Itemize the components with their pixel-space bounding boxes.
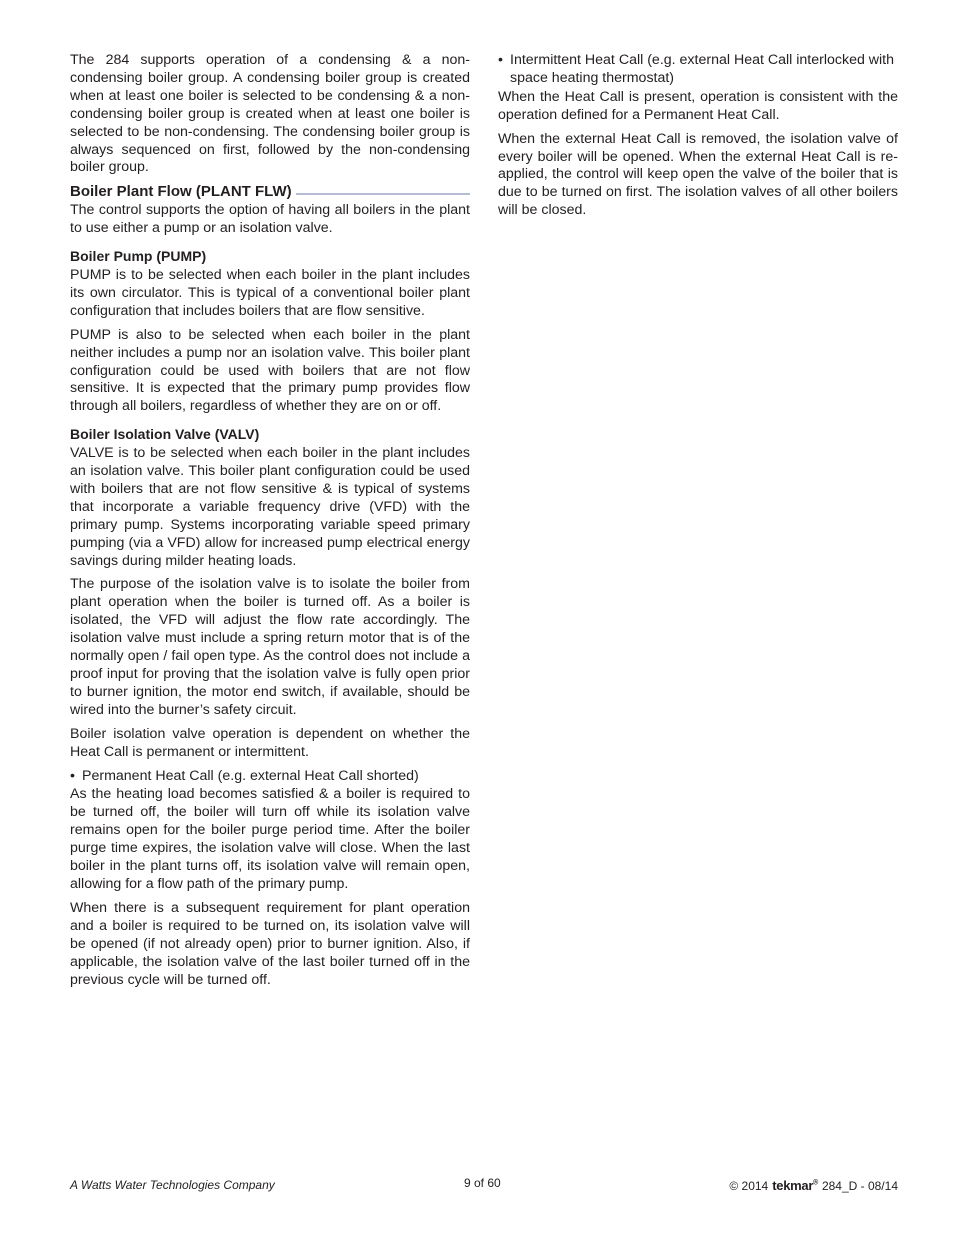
left-column [70, 52, 470, 995]
brand-name: tekmar [772, 1178, 814, 1193]
section-intro-paragraph: The control supports the option of having all boilers in the plant to use either a pump or an isolation valve. [70, 202, 470, 237]
bullet-intermittent-heat-call [498, 52, 898, 88]
subheading-isolation-valve: Boiler Isolation Valve (VALV) [70, 426, 260, 443]
tekmar-logo [772, 1178, 818, 1193]
permanent-paragraph-2: When there is a subsequent requirement for plant operation and a boiler is required to be turned on, its isolation valve will be opened (if not already open) prior to burner ignition. Also, if applicable, the isolation valve of the last boiler turned off in the previous cycle will be turned off. [70, 899, 470, 988]
valve-paragraph-3: Boiler isolation valve operation is dependent on whether the Heat Call is permanent or intermittent. [70, 725, 470, 760]
footer-copyright [729, 1178, 898, 1193]
pump-paragraph-2: PUMP is also to be selected when each boiler in the plant neither includes a pump nor an isolation valve. This boiler plant configuration could be used with boilers that are not flow sensitive. It is expected that the primary pump provides flow through all boilers, regardless of whether they are on or off. [70, 326, 470, 415]
bullet-text: Permanent Heat Call (e.g. external Heat Call shorted) [82, 767, 419, 784]
section-heading-text: Boiler Plant Flow (PLANT FLW) [70, 183, 292, 201]
brand-mark: ® [813, 1179, 818, 1187]
bullet-dot: • [70, 767, 75, 784]
valve-paragraph-2: The purpose of the isolation valve is to isolate the boiler from plant operation when the boiler is turned off. As a boiler is isolated, the VFD will adjust the flow rate accordingly. The isolation valve must include a spring return motor that is of the normally open / fail open type. As the control does not include a proof input for proving that the isolation valve is fully open prior to burner ignition, the motor end switch, if available, should be wired into the burner’s safety circuit. [70, 576, 470, 718]
copyright-text: © 2014 [729, 1179, 769, 1193]
footer-page-number: 9 of 60 [464, 1176, 501, 1190]
pump-paragraph-1: PUMP is to be selected when each boiler in the plant includes its own circulator. This is typical of a conventional boiler plant configuration that includes boilers that are flow sensitive. [70, 266, 470, 319]
heading-rule [296, 193, 470, 195]
permanent-paragraph-1: As the heating load becomes satisfied & a boiler is required to be turned off, the boiler will turn off while its isolation valve remains open for the boiler purge period time. After the boiler purge time expires, the isolation valve will close. When the last boiler in the plant turns off, its isolation valve will remain open, allowing for a flow path of the primary pump. [70, 786, 470, 892]
bullet-permanent-heat-call [70, 768, 470, 786]
bullet-text: Intermittent Heat Call (e.g. external Heat Call interlocked with space heating thermostat) [510, 52, 895, 86]
section-heading-plant-flow [70, 183, 470, 201]
subheading-boiler-pump: Boiler Pump (PUMP) [70, 248, 207, 265]
intermittent-paragraph-2: When the external Heat Call is removed, the isolation valve of every boiler will be opened. When the external Heat Call is re-applied, the control will keep open the valve of the boiler that is due to be turned on first. The isolation valves of all other boilers will be closed. [498, 130, 898, 219]
intermittent-paragraph-1: When the Heat Call is present, operation is consistent with the operation defined for a Permanent Heat Call. [498, 88, 898, 123]
footer-company: A Watts Water Technologies Company [70, 1178, 275, 1192]
right-column [498, 52, 898, 226]
document-code: 284_D - 08/14 [821, 1179, 898, 1193]
valve-paragraph-1: VALVE is to be selected when each boiler in the plant includes an isolation valve. This boiler plant configuration could be used with boilers that are not flow sensitive & is typical of systems that incorporate a variable frequency drive (VFD) with the primary pump. Systems incorporating variable speed primary pumping (via a VFD) allow for increased pump electrical energy savings during milder heating loads. [70, 445, 470, 569]
intro-paragraph: The 284 supports operation of a condensing & a non-condensing boiler group. A condensing boiler group is created when at least one boiler is selected to be condensing & a non-condensing boiler group is created when at least one boiler is selected to be non-condensing. The condensing boiler group is always sequenced on first, followed by the non-condensing boiler group. [70, 52, 470, 176]
bullet-dot: • [498, 52, 503, 68]
